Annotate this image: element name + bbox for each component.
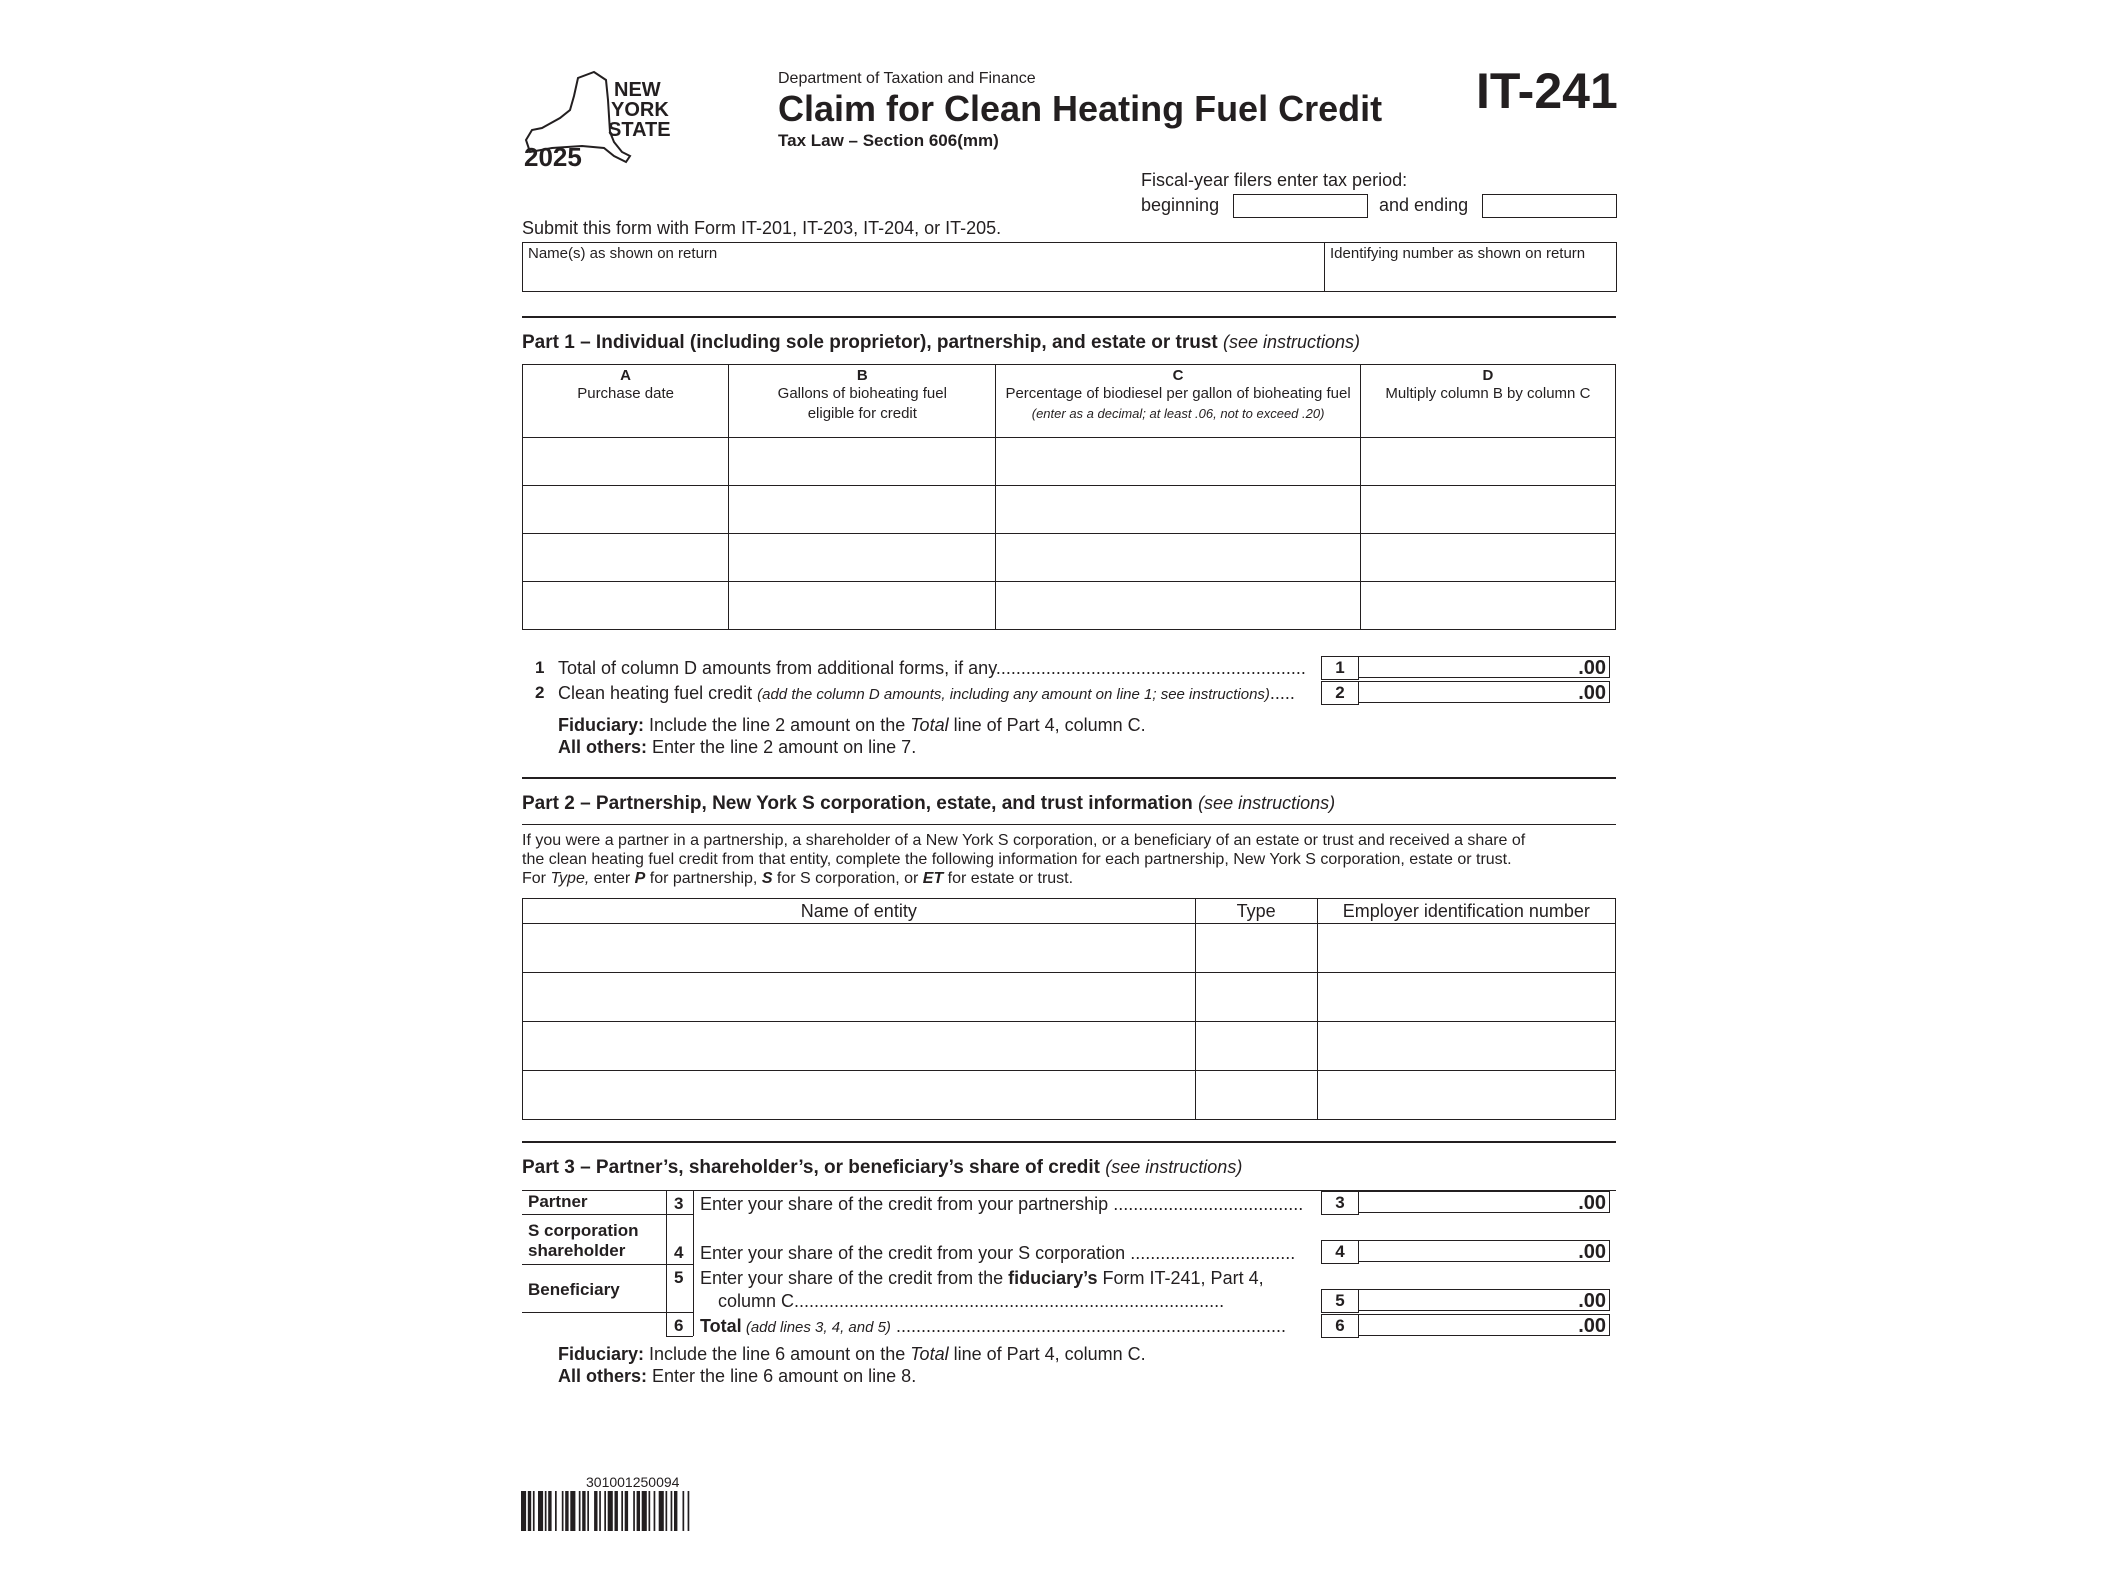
line6-italic: (add lines 3, 4, and 5)	[741, 1319, 891, 1336]
part2-see-instructions: (see instructions)	[1198, 793, 1336, 813]
ein-cell[interactable]	[1317, 973, 1615, 1022]
new-york-state-logo	[522, 70, 692, 170]
barcode-bar	[587, 1491, 589, 1531]
t3-type: Type,	[550, 870, 590, 887]
t3b: enter	[589, 870, 635, 887]
percentage-cell[interactable]	[996, 582, 1360, 630]
col-c-header	[996, 365, 1360, 438]
column-d-cell[interactable]	[1360, 438, 1615, 486]
beginning-label: beginning	[1141, 195, 1220, 215]
col-b-label: Gallons of bioheating fuel	[777, 385, 947, 402]
barcode-bar	[642, 1491, 647, 1531]
purchase-date-cell[interactable]	[523, 486, 729, 534]
scorp-label-1: S corporation	[528, 1221, 639, 1240]
entity-type-cell[interactable]	[1195, 924, 1317, 973]
name-field-label: Name(s) as shown on return	[528, 245, 718, 262]
line5-box-number: 5	[1321, 1289, 1359, 1313]
line3-cents: .00	[1578, 1192, 1606, 1214]
line2-label: Clean heating fuel credit	[558, 683, 758, 703]
fiduciary-text-a: Include the line 2 amount on the	[644, 715, 911, 735]
form-number: IT-241	[1476, 63, 1618, 119]
part2-text-line2: the clean heating fuel credit from that entity, complete the following information for each partnership, New York S corporation, estate or trust.	[522, 851, 1512, 868]
form-title: Claim for Clean Heating Fuel Credit	[778, 88, 1383, 129]
col-a-header	[523, 365, 729, 438]
ein-cell[interactable]	[1317, 924, 1615, 973]
barcode-bar	[555, 1491, 557, 1531]
part3-title: Part 3 – Partner’s, shareholder’s, or beneficiary’s share of credit	[522, 1157, 1100, 1178]
col-b-header	[729, 365, 996, 438]
line6-bold: Total	[700, 1316, 742, 1336]
barcode-bar	[659, 1491, 664, 1531]
purchase-date-cell[interactable]	[523, 534, 729, 582]
identifying-number-label: Identifying number as shown on return	[1330, 245, 1586, 262]
col-b-label2: eligible for credit	[807, 405, 917, 422]
col-a-label: Purchase date	[577, 385, 674, 402]
line1-number: 1	[535, 658, 545, 677]
line2-cents: .00	[1578, 682, 1606, 704]
line5-text-2	[718, 1291, 1314, 1312]
part1-rule	[522, 316, 1616, 318]
line4-box-number: 4	[1321, 1240, 1359, 1264]
others-label: All others:	[558, 737, 648, 757]
part2-rule	[522, 777, 1616, 779]
part3-header	[522, 1157, 1242, 1179]
line6-box-number: 6	[1321, 1314, 1359, 1338]
department-name: Department of Taxation and Finance	[778, 70, 1036, 87]
logo-text-york: YORK	[611, 99, 669, 121]
barcode-bar	[582, 1491, 585, 1531]
t3-p: P	[634, 870, 646, 887]
part1-header	[522, 332, 1360, 354]
line6-dots: ..............................................................................	[890, 1316, 1287, 1336]
line4-label: Enter your share of the credit from your S corporation	[700, 1243, 1126, 1263]
line2-dots: .....	[1269, 683, 1295, 703]
line4-text	[700, 1243, 1314, 1264]
col-c-note: (enter as a decimal; at least .06, not to exceed .20)	[1031, 406, 1325, 421]
part3-see-instructions: (see instructions)	[1105, 1157, 1243, 1177]
entity-type-cell[interactable]	[1195, 973, 1317, 1022]
line1-cents: .00	[1578, 657, 1606, 679]
table-row	[523, 973, 1616, 1022]
p3-vline-1	[666, 1190, 667, 1336]
line6-number: 6	[674, 1316, 684, 1335]
barcode-bar	[538, 1491, 543, 1531]
line5-bold: fiduciary’s	[1008, 1268, 1098, 1288]
t3-et: ET	[922, 870, 944, 887]
others-text: Enter the line 2 amount on line 7.	[647, 737, 917, 757]
percentage-cell[interactable]	[996, 438, 1360, 486]
part1-see-instructions: (see instructions)	[1223, 332, 1361, 352]
ein-header: Employer identification number	[1317, 899, 1615, 924]
t3e: for estate or trust.	[943, 870, 1074, 887]
line2-text	[558, 683, 1318, 704]
logo-text-new: NEW	[614, 79, 661, 101]
line1-dots: ..............................................................	[995, 658, 1306, 678]
table-row	[523, 924, 1616, 973]
barcode-bar	[528, 1491, 531, 1531]
t3d: for S corporation, or	[772, 870, 923, 887]
purchase-date-cell[interactable]	[523, 582, 729, 630]
percentage-cell[interactable]	[996, 534, 1360, 582]
col-c-letter: C	[1172, 367, 1184, 384]
column-d-cell[interactable]	[1360, 582, 1615, 630]
barcode-bar	[637, 1491, 640, 1531]
line2-box-number: 2	[1321, 681, 1359, 705]
line5-dots: ......................................................................................	[794, 1291, 1225, 1311]
barcode-bar	[521, 1491, 526, 1531]
table-row	[523, 582, 1616, 630]
column-d-cell[interactable]	[1360, 534, 1615, 582]
col-c-label: Percentage of biodiesel per gallon of bioheating fuel	[1005, 385, 1351, 402]
entity-type-cell[interactable]	[1195, 1022, 1317, 1071]
part1-title: Part 1 – Individual (including sole proprietor), partnership, and estate or trust	[522, 332, 1218, 353]
line3-amount-field[interactable]	[1358, 1191, 1610, 1213]
line2-amount-field[interactable]	[1358, 681, 1610, 703]
barcode-bar	[666, 1491, 668, 1531]
entity-name-cell[interactable]	[523, 1071, 1196, 1120]
logo-text-state: STATE	[608, 119, 671, 141]
t3-s: S	[761, 870, 773, 887]
col-d-header	[1360, 365, 1615, 438]
line5-column-c: column C	[718, 1291, 795, 1311]
col-b-letter: B	[856, 367, 868, 384]
p3-line-num6	[666, 1336, 693, 1337]
fiduciary-label: Fiduciary:	[558, 715, 645, 735]
p3-line-partner	[522, 1214, 666, 1215]
line1-amount-field[interactable]	[1358, 656, 1610, 678]
part1-fiduciary-note	[558, 715, 1146, 736]
entity-name-cell[interactable]	[523, 1022, 1196, 1071]
gallons-cell[interactable]	[729, 438, 996, 486]
period-ending-field[interactable]	[1482, 194, 1617, 218]
line1-label: Total of column D amounts from additional forms, if any	[558, 658, 996, 678]
line3-text	[700, 1194, 1314, 1215]
part3-rule	[522, 1141, 1616, 1143]
line4-cents: .00	[1578, 1241, 1606, 1263]
name-id-row	[522, 242, 1617, 292]
p3-others-text: Enter the line 6 amount on line 8.	[647, 1366, 917, 1386]
barcode-bar	[579, 1491, 581, 1531]
submit-instructions: Submit this form with Form IT-201, IT-203, IT-204, or IT-205.	[522, 218, 1002, 238]
fiduciary-text-b: line of Part 4, column C.	[948, 715, 1146, 735]
barcode-bar	[633, 1491, 635, 1531]
line4-number: 4	[674, 1243, 684, 1262]
percentage-cell[interactable]	[996, 486, 1360, 534]
barcode-bar	[565, 1491, 568, 1531]
ein-cell[interactable]	[1317, 1022, 1615, 1071]
name-field[interactable]	[523, 243, 1325, 291]
col-a-letter: A	[620, 367, 632, 384]
barcode-bar	[548, 1491, 551, 1531]
table-row	[523, 1022, 1616, 1071]
part2-table	[522, 898, 1616, 1120]
t3c: for partnership,	[645, 870, 762, 887]
barcode-bar	[533, 1491, 535, 1531]
p3-vline-2	[693, 1190, 694, 1336]
tax-law-reference: Tax Law – Section 606(mm)	[778, 131, 999, 150]
fiscal-year-label: Fiscal-year filers enter tax period:	[1141, 170, 1408, 190]
purchase-date-cell[interactable]	[523, 438, 729, 486]
barcode-bar	[615, 1491, 618, 1531]
part2-title: Part 2 – Partnership, New York S corporation, estate, and trust information	[522, 793, 1193, 814]
p3-others-label: All others:	[558, 1366, 648, 1386]
t3a: For	[522, 870, 551, 887]
beneficiary-label: Beneficiary	[528, 1280, 620, 1299]
barcode-bar	[594, 1491, 597, 1531]
p3-fiduciary-text-a: Include the line 6 amount on the	[644, 1344, 911, 1364]
p3-line-num3	[666, 1214, 693, 1215]
partner-label: Partner	[528, 1192, 588, 1211]
p3-fiduciary-total: Total	[910, 1344, 949, 1364]
barcode-number: 301001250094	[586, 1474, 680, 1490]
part2-instructions	[522, 831, 1616, 888]
line3-dots: ......................................	[1108, 1194, 1304, 1214]
entity-name-cell[interactable]	[523, 924, 1196, 973]
barcode	[521, 1491, 761, 1531]
col-d-label: Multiply column B by column C	[1385, 385, 1591, 402]
p3-fiduciary-label: Fiduciary:	[558, 1344, 645, 1364]
barcode-bar	[671, 1491, 673, 1531]
p3-fiduciary-text-b: line of Part 4, column C.	[948, 1344, 1146, 1364]
part1-table	[522, 364, 1616, 630]
p3-line-benef	[522, 1312, 666, 1313]
line6-amount-field[interactable]	[1358, 1314, 1610, 1336]
barcode-bar	[608, 1491, 613, 1531]
barcode-bar	[599, 1491, 601, 1531]
line5-cents: .00	[1578, 1290, 1606, 1312]
line4-dots: .................................	[1125, 1243, 1296, 1263]
ein-cell[interactable]	[1317, 1071, 1615, 1120]
column-d-cell[interactable]	[1360, 486, 1615, 534]
line2-number: 2	[535, 683, 545, 702]
barcode-bar	[688, 1491, 690, 1531]
part1-others-note	[558, 737, 916, 758]
part3-others-note	[558, 1366, 916, 1387]
fiduciary-total: Total	[910, 715, 949, 735]
line2-italic-note: (add the column D amounts, including any amount on line 1; see instructions)	[757, 686, 1270, 703]
ending-label: and ending	[1379, 195, 1469, 215]
barcode-bar	[674, 1491, 677, 1531]
col-d-letter: D	[1482, 367, 1494, 384]
line5-number: 5	[674, 1268, 684, 1287]
barcode-bar	[604, 1491, 606, 1531]
table-row	[523, 534, 1616, 582]
scorp-label-2: shareholder	[528, 1241, 626, 1260]
gallons-cell[interactable]	[729, 486, 996, 534]
barcode-bar	[654, 1491, 656, 1531]
identifying-number-field[interactable]	[1325, 243, 1615, 291]
period-beginning-field[interactable]	[1233, 194, 1368, 218]
line1-box-number: 1	[1321, 656, 1359, 680]
entity-type-header: Type	[1195, 899, 1317, 924]
line4-amount-field[interactable]	[1358, 1240, 1610, 1262]
line6-cents: .00	[1578, 1315, 1606, 1337]
part3-fiduciary-note	[558, 1344, 1146, 1365]
line3-number: 3	[674, 1194, 684, 1213]
p3-line-num4	[666, 1264, 693, 1265]
p3-line-num5	[666, 1312, 693, 1313]
barcode-bar	[625, 1491, 628, 1531]
p3-line-scorp	[522, 1264, 666, 1265]
part2-text-line3	[522, 869, 1616, 888]
barcode-bar	[683, 1491, 685, 1531]
barcode-bar	[562, 1491, 564, 1531]
part2-thin-rule	[522, 824, 1616, 825]
tax-year: 2025	[524, 142, 582, 170]
part2-text-line1: If you were a partner in a partnership, a shareholder of a New York S corporation, or a beneficiary of an estate or trust and received a share of	[522, 832, 1526, 849]
line5-text	[700, 1268, 1264, 1289]
barcode-bar	[621, 1491, 623, 1531]
table-row	[523, 486, 1616, 534]
part2-header	[522, 793, 1335, 815]
gallons-cell[interactable]	[729, 534, 996, 582]
line5-text-a: Enter your share of the credit from the	[700, 1268, 1009, 1288]
part1-header-row	[523, 365, 1616, 438]
entity-type-cell[interactable]	[1195, 1071, 1317, 1120]
line5-text-b: Form IT-241, Part 4,	[1097, 1268, 1264, 1288]
line3-box-number: 3	[1321, 1191, 1359, 1215]
table-row	[523, 1071, 1616, 1120]
barcode-bar	[545, 1491, 547, 1531]
part2-header-row	[523, 899, 1616, 924]
line6-text	[700, 1316, 1314, 1337]
gallons-cell[interactable]	[729, 582, 996, 630]
table-row	[523, 438, 1616, 486]
entity-name-cell[interactable]	[523, 973, 1196, 1022]
barcode-bar	[649, 1491, 651, 1531]
line1-text	[558, 658, 1313, 679]
entity-name-header: Name of entity	[523, 899, 1196, 924]
line3-label: Enter your share of the credit from your partnership	[700, 1194, 1109, 1214]
barcode-bar	[570, 1491, 575, 1531]
line5-amount-field[interactable]	[1358, 1289, 1610, 1311]
